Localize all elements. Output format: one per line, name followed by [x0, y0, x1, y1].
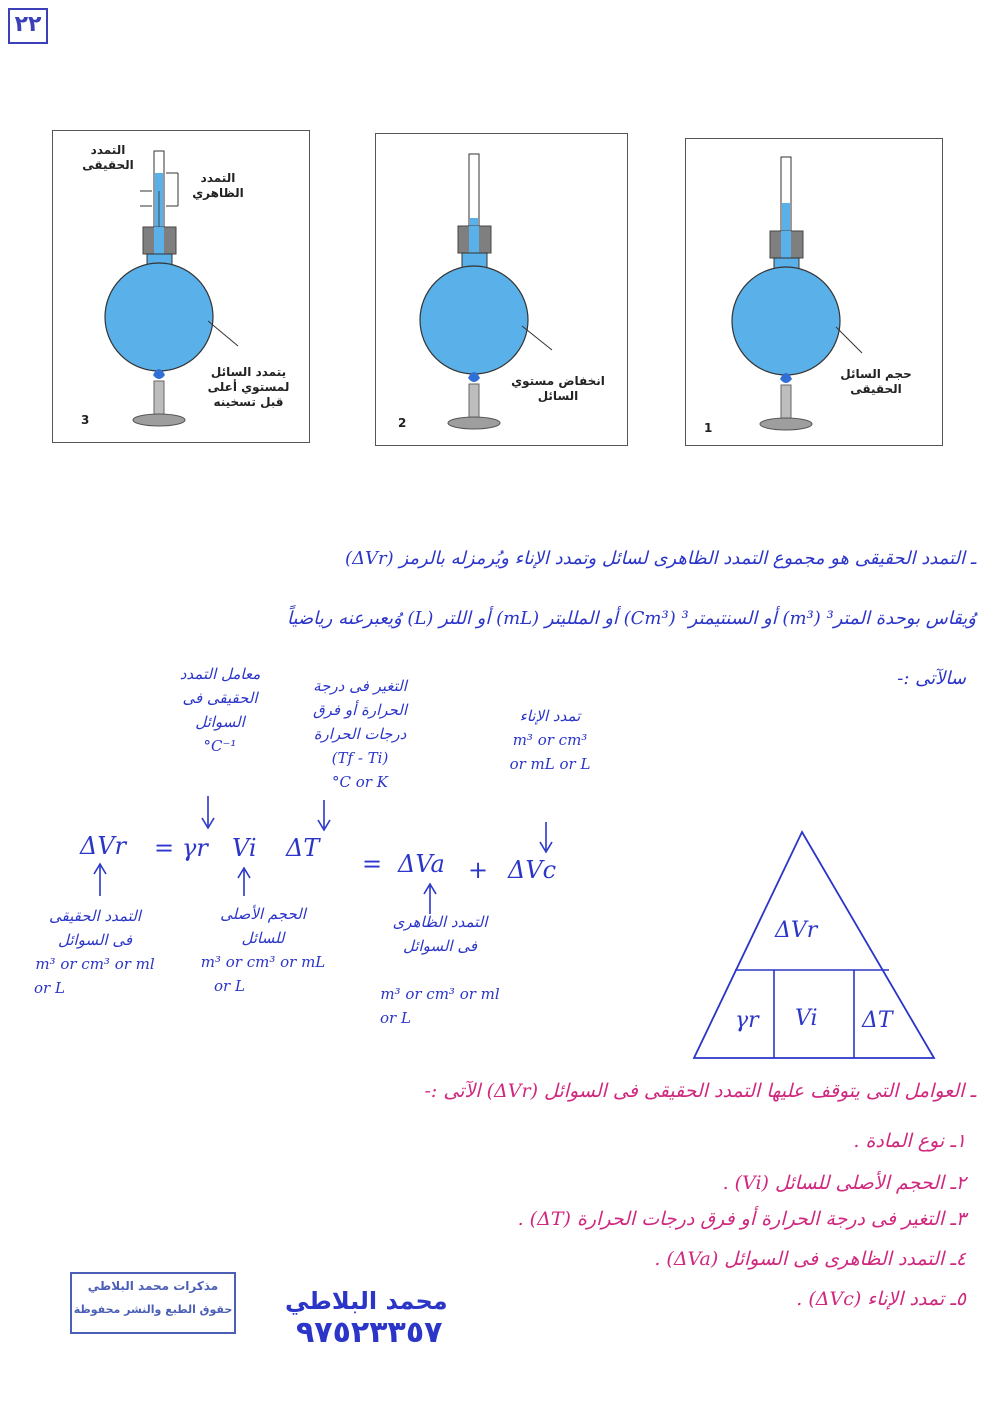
factors-title: ـ العوامل التى يتوقف عليها التمدد الحقيقى فى السوائل (ΔVr) الآتى :-: [424, 1080, 976, 1102]
equation-delta-va: ΔVa: [398, 850, 445, 878]
flask-illustration: [686, 139, 942, 445]
equation-vi: Vi: [232, 834, 257, 862]
note-real-expansion: التمدد الحقيقى فى السوائل m³ or cm³ or ml or L: [34, 907, 155, 997]
equation-lhs: ΔVr: [80, 832, 127, 860]
figure-panel-1: [685, 138, 943, 446]
triangle-top-label: ΔVr: [775, 918, 818, 943]
equation-gamma: γr: [182, 834, 208, 862]
figure-number: 1: [704, 421, 713, 435]
copyright-stamp: مذكرات محمد البلاطي حقوق الطبع والنشر محفوظة: [70, 1272, 236, 1334]
definition-line-1: ـ التمدد الحقيقى هو مجموع التمدد الظاهرى لسائل وتمدد الإناء ويُرمزله بالرمز (ΔVr): [345, 548, 976, 569]
figure-number: 3: [81, 413, 90, 427]
note-initial-volume: الحجم الأصلى للسائل m³ or cm³ or mL or L: [200, 905, 326, 995]
triangle-left-label: γr: [735, 1008, 759, 1033]
equation-equals-2: =: [362, 850, 383, 878]
figure-number: 2: [398, 416, 407, 430]
definition-line-2: وُيقاس بوحدة المتر³ (m³) أو السنتيمتر³ (Cm³) أو الملليتر (mL) أو اللتر (L) وُيعبرعنه رياضياً: [286, 608, 976, 629]
page-number: ٢٢: [8, 8, 48, 44]
note-coefficient: معامل التمدد الحقيقى فى السوائل °C⁻¹: [179, 665, 261, 755]
factor-item-3: ٣ـ التغير فى درجة الحرارة أو فرق درجات الحرارة (ΔT) .: [517, 1208, 966, 1230]
figure-panel-3: [52, 130, 310, 443]
label-real-volume: حجم السائل الحقيقى: [840, 367, 912, 396]
triangle-right-label: ΔT: [862, 1008, 893, 1033]
definition-line-3: سالآتى :-: [897, 668, 966, 689]
label-apparent-expansion: التمدد الظاهري: [192, 171, 244, 200]
author-name: محمد البلاطي: [285, 1287, 448, 1315]
label-real-expansion: التمدد الحقيقى: [82, 143, 134, 172]
equation-delta-vc: ΔVc: [508, 856, 557, 884]
note-apparent-expansion: التمدد الظاهرى فى السوائل m³ or cm³ or ml or L: [380, 913, 500, 1027]
note-temperature-change: التغير فى درجة الحرارة أو فرق درجات الحرارة (Tf - Ti) °C or K: [313, 677, 407, 791]
factor-item-4: ٤ـ التمدد الظاهرى فى السوائل (ΔVa) .: [654, 1248, 966, 1270]
author-phone: ٩٧٥٢٣٣٥٧: [296, 1315, 443, 1350]
equation-delta-t: ΔT: [286, 834, 320, 862]
factor-item-1: ١ـ نوع المادة .: [853, 1130, 966, 1152]
label-liquid-level: يتمدد السائل لمستوي أعلى قبل تسخينه: [207, 365, 290, 409]
equation-plus: +: [468, 856, 489, 884]
figure-panel-2: [375, 133, 628, 446]
equation-equals-1: =: [154, 834, 175, 862]
triangle-middle-label: Vi: [795, 1006, 818, 1031]
note-container-expansion: تمدد الإناء m³ or cm³ or mL or L: [509, 707, 591, 773]
factor-item-2: ٢ـ الحجم الأصلى للسائل (Vi) .: [722, 1172, 966, 1194]
factor-item-5: ٥ـ تمدد الإناء (ΔVc) .: [796, 1288, 966, 1310]
label-level-drop: انخفاض مستوي السائل: [511, 374, 605, 403]
